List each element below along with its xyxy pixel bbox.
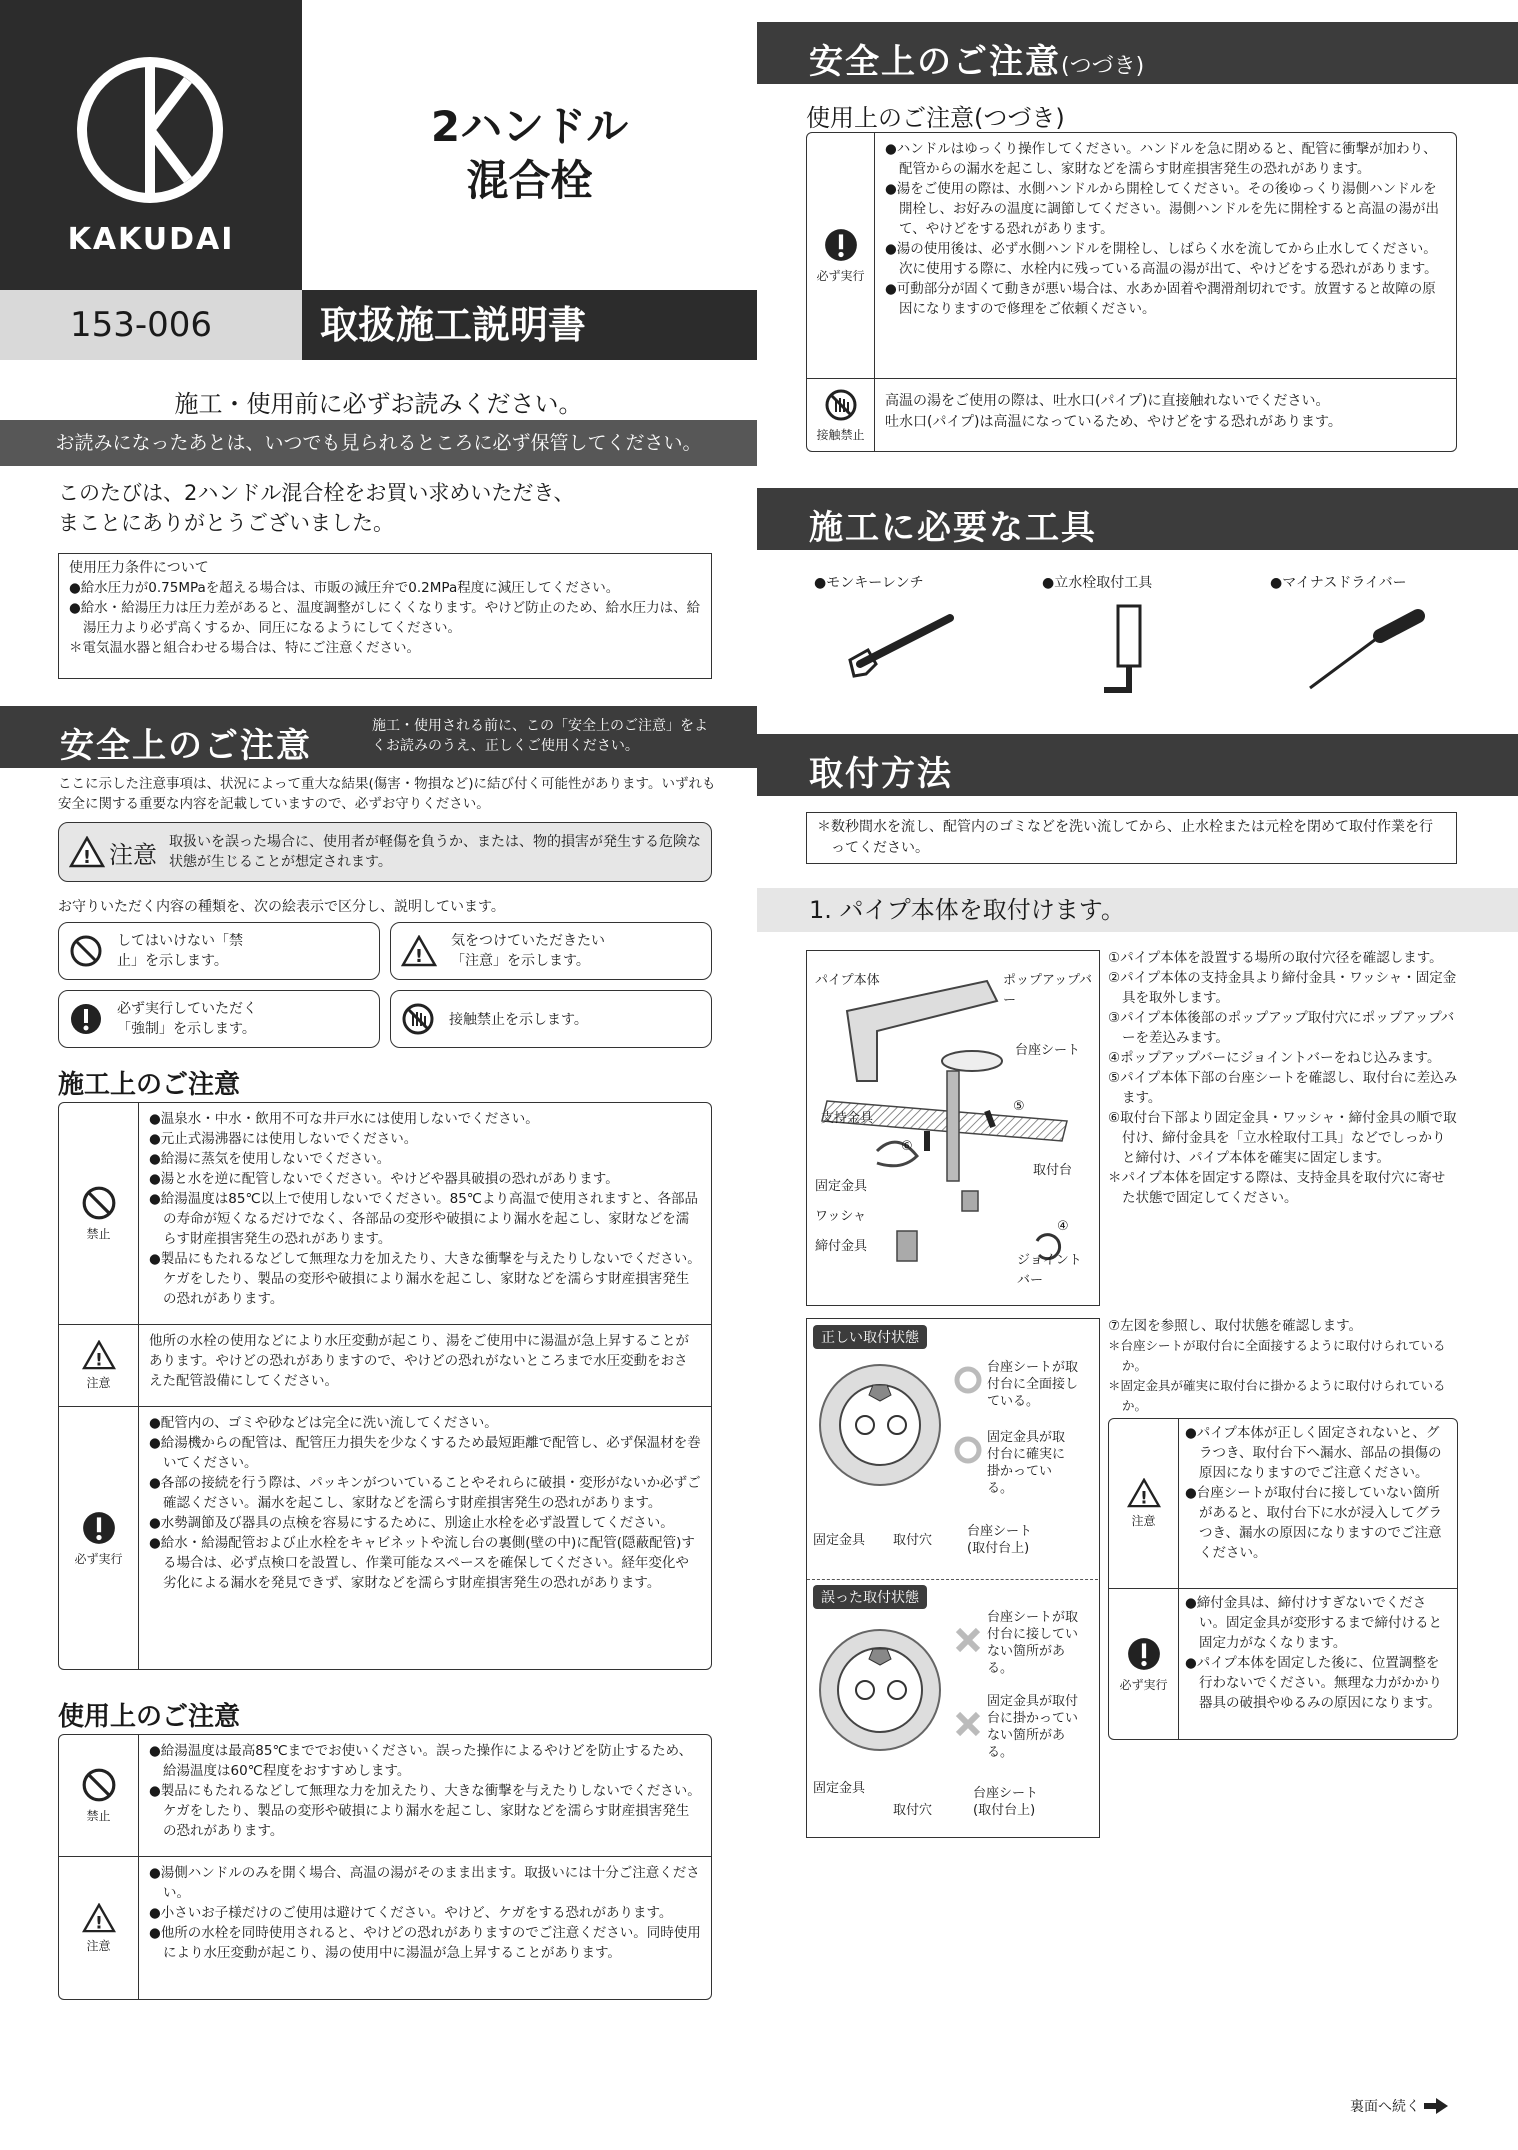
- caution-label: 注意: [109, 840, 157, 869]
- mount-mandatory-row: [1109, 1589, 1457, 1739]
- list-item: ●水勢調節及び器具の点検を容易にするために、別途止水栓を必ず設置してください。: [149, 1515, 674, 1531]
- check-mark-icon: [953, 1435, 983, 1465]
- label-n6: ⑥: [901, 1139, 913, 1154]
- install-caution-cell: [59, 1325, 139, 1406]
- wrong-mount-illustration: [815, 1615, 945, 1765]
- prohibit-icon: [81, 1767, 117, 1803]
- label-n4: ④: [1057, 1219, 1069, 1234]
- mandatory-icon: [1126, 1636, 1162, 1672]
- use-caution-title: 使用上のご注意: [58, 1702, 241, 1732]
- list-item: ②パイプ本体の支持金具より締付金具・ワッシャ・固定金具を取外します。: [1108, 970, 1457, 1006]
- install-prohibit-row: [59, 1103, 711, 1325]
- x-mark-icon: [953, 1625, 983, 1655]
- pressure-item: ●給水・給湯圧力は圧力差があると、温度調整がしにくくなります。やけど防止のため、給水圧力は、給湯圧力より必ず高くするか、同圧になるようにしてください。: [69, 600, 701, 636]
- mount-mandatory-list: [1185, 1593, 1451, 1713]
- mount-state-box: [806, 1318, 1100, 1838]
- correct-note-1: 台座シートが取付台に全面接している。: [987, 1360, 1079, 1409]
- symbol-caution: [390, 922, 712, 980]
- step-header: 1. パイプ本体を取付けます。: [757, 888, 1518, 932]
- prohibit-label: 禁止: [86, 1227, 111, 1241]
- symbols-intro: お守りいただく内容の種類を、次の絵表示で区分し、説明しています。: [58, 899, 505, 915]
- safety-intro: ここに示した注意事項は、状況によって重大な結果(傷害・物損など)に結び付く可能性があります。いずれも安全に関する重要な内容を記載していますので、必ずお守りください。: [58, 776, 716, 812]
- caution-triangle-icon: [1127, 1478, 1161, 1508]
- caution-triangle-icon: [82, 1340, 116, 1370]
- correct-hole-label: 取付穴: [893, 1533, 933, 1548]
- mandatory-label: 必ず実行: [74, 1551, 123, 1566]
- safety-cont-header: [757, 22, 1518, 84]
- label-popup: ポップアップバー: [1003, 973, 1093, 1008]
- use-cont-mandatory-list: [885, 139, 1446, 319]
- caution-label: 注意: [86, 1938, 111, 1953]
- safety-header: [0, 706, 757, 768]
- correct-state-title: 正しい取付状態: [813, 1325, 927, 1349]
- symbol-mandatory: [58, 990, 380, 1048]
- prohibit-icon: [69, 934, 103, 968]
- wrong-seat-line1: 台座シート: [973, 1786, 1039, 1801]
- tool-faucet-tool-label: ●立水栓取付工具: [1042, 575, 1153, 591]
- wrong-note-1: 台座シートが取付台に接していない箇所がある。: [987, 1610, 1079, 1676]
- use-prohibit-list: [149, 1741, 701, 1841]
- thanks-message: [58, 478, 575, 538]
- safety-side-note: 施工・使用される前に、この「安全上のご注意」をよくお読みのうえ、正しくご使用ください。: [372, 718, 708, 754]
- wrong-seat-label: [973, 1785, 1038, 1819]
- no-touch-icon: [401, 1002, 435, 1036]
- mount-caution-text: [1179, 1419, 1457, 1588]
- list-item: ●製品にもたれるなどして無理な力を加えたり、大きな衝撃を与えたりしないでください。ケガをしたり、製品の変形や破損により漏水を起こし、家財などを濡らす財産損害発生の恐れがあります。: [149, 1251, 701, 1307]
- monkey-wrench-icon: [840, 604, 970, 684]
- prohibit-label: 禁止: [86, 1809, 111, 1823]
- install-prohibit-list: [149, 1109, 701, 1309]
- use-cont-mandatory-row: [807, 133, 1456, 379]
- product-title-line2: 混合栓: [466, 156, 593, 205]
- caution-label: 注意: [1131, 1514, 1156, 1528]
- thanks-line2: まことにありがとうございました。: [58, 511, 394, 535]
- mount-note: ＊数秒間水を流し、配管内のゴミなどを洗い流してから、止水栓または元栓を閉めて取付作業を行ってください。: [806, 812, 1457, 864]
- caution-triangle-icon: [401, 935, 437, 967]
- pressure-title: 使用圧力条件について: [69, 560, 209, 576]
- prohibit-icon: [81, 1185, 117, 1221]
- list-item: ●ハンドルはゆっくり操作してください。ハンドルを急に閉めると、配管に衝撃が加わり、配管からの漏水を起こし、家財などを濡らす財産損害発生の恐れがあります。: [885, 141, 1437, 177]
- list-item: ●給湯温度は85℃以上で使用しないでください。85℃より高温で使用されますと、各部品の寿命が短くなるだけでなく、各部品の変形や破損により漏水を起こし、家財などを濡らす財産損害発生の恐れがあります。: [149, 1191, 698, 1247]
- install-step-list: [1108, 948, 1458, 1208]
- pipe-diagram: [806, 950, 1100, 1306]
- use-cont-notouch-cell: [807, 379, 875, 451]
- check-steps: [1108, 1316, 1458, 1416]
- mount-caution-row: [1109, 1419, 1457, 1589]
- symbol-prohibit: [58, 922, 380, 980]
- install-mandatory-row: [59, 1407, 711, 1669]
- install-mandatory-cell: [59, 1407, 139, 1669]
- label-pipe: パイプ本体: [815, 973, 880, 988]
- check-list: [1108, 1316, 1458, 1416]
- svg-text:!: !: [414, 946, 424, 967]
- symbol-notouch-text: 接触禁止を示します。: [449, 1012, 588, 1028]
- use-cont-notouch-row: [807, 379, 1456, 451]
- list-item: ⑥取付台下部より固定金具・ワッシャ・締付金具の順で取付け、締付金具を「立水栓取付工具」などでしっかりと締付け、パイプ本体を確実に固定します。: [1108, 1110, 1457, 1166]
- list-item: ＊台座シートが取付台に全面接するように取付けられているか。: [1108, 1338, 1446, 1373]
- use-cont-title: 使用上のご注意(つづき): [806, 104, 1065, 132]
- list-item: ●パイプ本体が正しく固定されないと、グラつき、取付台下へ漏水、部品の損傷の原因になりますのでご注意ください。: [1185, 1425, 1442, 1481]
- install-mandatory-text: [139, 1407, 711, 1669]
- install-mandatory-list: [149, 1413, 701, 1593]
- use-cont-mandatory-text: [875, 133, 1456, 378]
- pressure-item: ＊電気温水器と組合わせる場合は、特にご注意ください。: [69, 640, 420, 656]
- use-cont-table: [806, 132, 1457, 452]
- safety-title: 安全上のご注意: [60, 726, 312, 766]
- correct-seat-line1: 台座シート: [967, 1524, 1033, 1539]
- svg-text:!: !: [94, 1911, 103, 1932]
- svg-text:!: !: [94, 1349, 103, 1370]
- product-title: [302, 100, 757, 208]
- list-item: ●給水・給湯配管および止水栓をキャビネットや流し台の裏側(壁の中)に配管(隠蔽配管)する場合は、必ず点検口を設置し、作業可能なスペースを確保してください。経年変化や劣化による漏水を発見できず、家財などを濡らす財産損害発生の恐れがあります。: [149, 1535, 695, 1591]
- state-divider: [807, 1579, 1098, 1580]
- wrong-fix-label: 固定金具: [813, 1781, 866, 1796]
- list-item: ①パイプ本体を設置する場所の取付穴径を確認します。: [1108, 950, 1443, 966]
- tool-wrench-label: ●モンキーレンチ: [814, 575, 924, 591]
- install-caution-row: [59, 1325, 711, 1407]
- use-caution-table: [58, 1734, 712, 2000]
- list-item: ●元止式湯沸器には使用しないでください。: [149, 1131, 418, 1147]
- doc-type: 取扱施工説明書: [302, 290, 757, 360]
- mount-caution-cell: [1109, 1419, 1179, 1588]
- use-prohibit-text: [139, 1735, 711, 1856]
- pressure-box: [58, 553, 712, 679]
- safety-cont-title: 安全上のご注意: [809, 42, 1061, 82]
- caution-label: 注意: [86, 1376, 111, 1390]
- tools-header: [757, 488, 1518, 550]
- list-item: ●各部の接続を行う際は、パッキンがついていることやそれらに破損・変形がないか必ずご確認ください。漏水を起こし、家財などを濡らす財産損害発生の恐れがあります。: [149, 1475, 701, 1511]
- label-fix: 固定金具: [815, 1179, 868, 1194]
- install-caution-title: 施工上のご注意: [58, 1070, 241, 1100]
- list-item: ＊パイプ本体を固定する際は、支持金具を取付穴に寄せた状態で固定してください。: [1108, 1170, 1446, 1206]
- use-cont-notouch-text: [875, 379, 1456, 451]
- label-mount: 取付台: [1033, 1163, 1073, 1178]
- label-washer: ワッシャ: [815, 1209, 867, 1224]
- correct-fix-label: 固定金具: [813, 1533, 866, 1548]
- read-before-notice: 施工・使用前に必ずお読みください。: [174, 390, 583, 418]
- list-item: ●温泉水・中水・飲用不可な井戸水には使用しないでください。: [149, 1111, 539, 1127]
- list-item: ●湯の使用後は、必ず水側ハンドルを開栓し、しばらく水を流してから止水してください。次に使用する際に、水栓内に残っている高温の湯が出て、やけどをする恐れがあります。: [885, 241, 1438, 277]
- use-prohibit-row: [59, 1735, 711, 1857]
- next-page-link[interactable]: [1350, 2096, 1448, 2116]
- next-page-text: 裏面へ続く: [1350, 2099, 1420, 2115]
- arrow-right-icon: [1424, 2098, 1448, 2114]
- list-item: ⑤パイプ本体下部の台座シートを確認し、取付台に差込みます。: [1108, 1070, 1458, 1106]
- list-item: ●湯側ハンドルのみを開く場合、高温の湯がそのまま出ます。取扱いには十分ご注意ください。: [149, 1865, 700, 1901]
- list-item: ●給湯機からの配管は、配管圧力損失を少なくするため最短距離で配管し、必ず保温材を巻いてください。: [149, 1435, 701, 1471]
- install-caution-text: 他所の水栓の使用などにより水圧変動が起こり、湯をご使用中に湯温が急上昇することがあります。やけどの恐れがありますので、やけどの恐れがないところまで水圧変動をおさえた配管設備にしてください。: [149, 1333, 689, 1389]
- mount-mandatory-cell: [1109, 1589, 1179, 1739]
- no-touch-icon: [824, 388, 858, 422]
- label-seat: 台座シート: [1015, 1043, 1081, 1058]
- safety-cont-suffix: (つづき): [1061, 54, 1145, 79]
- wrong-note-2: 固定金具が取付台に掛かっていない箇所がある。: [987, 1694, 1079, 1760]
- x-mark-icon: [953, 1709, 983, 1739]
- svg-text:!: !: [82, 847, 92, 868]
- thanks-line1: このたびは、2ハンドル混合栓をお買い求めいただき、: [58, 481, 575, 505]
- list-item: ●台座シートが取付台に接していない箇所があると、取付台下に水が浸入してグラつき、漏水の原因になりますのでご注意ください。: [1185, 1485, 1442, 1561]
- label-joint: ジョイントバー: [1017, 1253, 1082, 1288]
- wrong-hole-label: 取付穴: [893, 1803, 933, 1818]
- mandatory-icon: [823, 227, 859, 263]
- caution-text: 取扱いを誤った場合に、使用者が軽傷を負うか、または、物的損害が発生する危険な状態が生じることが想定されます。: [169, 834, 701, 870]
- wrong-seat-line2: (取付台上): [973, 1803, 1036, 1818]
- mount-mandatory-text: [1179, 1589, 1457, 1739]
- tool-screwdriver-label: ●マイナスドライバー: [1270, 575, 1407, 591]
- install-prohibit-text: [139, 1103, 711, 1324]
- svg-text:!: !: [1139, 1487, 1148, 1508]
- brand-logo-icon: [70, 50, 230, 210]
- symbol-mandatory-text: 必ず実行していただく「強制」を示します。: [117, 1001, 257, 1037]
- list-item: ●配管内の、ゴミや砂などは完全に洗い流してください。: [149, 1415, 498, 1431]
- wrong-state-title: 誤った取付状態: [813, 1585, 927, 1609]
- pressure-list: [69, 578, 701, 658]
- logo-block: [0, 0, 302, 290]
- check-mark-icon: [953, 1365, 983, 1395]
- mount-caution-list: [1185, 1423, 1451, 1563]
- mandatory-icon: [69, 1002, 103, 1036]
- correct-seat-line2: (取付台上): [967, 1541, 1030, 1556]
- screwdriver-icon: [1300, 608, 1430, 698]
- correct-mount-illustration: [815, 1355, 945, 1495]
- list-item: ④ポップアップバーにジョイントバーをねじ込みます。: [1108, 1050, 1441, 1066]
- tools-title: 施工に必要な工具: [809, 508, 1097, 548]
- use-cont-mandatory-cell: [807, 133, 875, 378]
- list-item: ●締付金具は、締付けすぎないでください。固定金具が変形するまで締付けると固定力がなくなります。: [1185, 1595, 1442, 1651]
- mount-caution-table: [1108, 1418, 1458, 1740]
- list-item: ⑦左図を参照し、取付状態を確認します。: [1108, 1318, 1363, 1334]
- notouch-line: 高温の湯をご使用の際は、吐水口(パイプ)に直接触れないでください。: [885, 393, 1330, 409]
- symbol-prohibit-text: してはいけない「禁止」を示します。: [117, 933, 243, 969]
- label-support: 支持金具: [821, 1111, 874, 1126]
- mount-title: 取付方法: [809, 754, 953, 794]
- list-item: ●湯と水を逆に配管しないでください。やけどや器具破損の恐れがあります。: [149, 1171, 619, 1187]
- caution-triangle-icon: [69, 836, 105, 868]
- install-caution-table: [58, 1102, 712, 1670]
- notouch-label: 接触禁止: [816, 427, 865, 442]
- list-item: ●小さいお子様だけのご使用は避けてください。やけど、ケガをする恐れがあります。: [149, 1905, 673, 1921]
- pressure-item: ●給水圧力が0.75MPaを超える場合は、市販の減圧弁で0.2MPa程度に減圧してください。: [69, 580, 620, 596]
- faucet-tool-icon: [1090, 600, 1160, 700]
- caution-triangle-icon: [82, 1903, 116, 1933]
- list-item: ●他所の水栓を同時使用されると、やけどの恐れがありますのでご注意ください。同時使用により水圧変動が起こり、湯の使用中に湯温が急上昇することがあります。: [149, 1925, 701, 1961]
- mandatory-icon: [81, 1510, 117, 1546]
- list-item: ●製品にもたれるなどして無理な力を加えたり、大きな衝撃を与えたりしないでください。ケガをしたり、製品の変形や破損により漏水を起こし、家財などを濡らす財産損害発生の恐れがあります。: [149, 1783, 701, 1839]
- correct-note-2: 固定金具が取付台に確実に掛かっている。: [987, 1430, 1066, 1496]
- use-caution-row: [59, 1857, 711, 1999]
- list-item: ●給湯温度は最高85℃まででお使いください。誤った操作によるやけどを防止するため、給湯温度は60℃程度をおすすめします。: [149, 1743, 693, 1779]
- symbol-caution-text: 気をつけていただきたい「注意」を示します。: [451, 933, 605, 969]
- use-prohibit-cell: [59, 1735, 139, 1856]
- mandatory-label: 必ず実行: [816, 269, 865, 283]
- symbol-notouch: [390, 990, 712, 1048]
- list-item: ＊固定金具が確実に取付台に掛かるように取付けられているか。: [1108, 1378, 1446, 1413]
- use-caution-list: [149, 1863, 701, 1963]
- list-item: ●湯をご使用の際は、水側ハンドルから開栓してください。その後ゆっくり湯側ハンドルを開栓し、お好みの温度に調節してください。湯側ハンドルを先に開栓すると高温の湯が出て、やけどをする恐れがあります。: [885, 181, 1439, 237]
- use-caution-text: [139, 1857, 711, 1999]
- list-item: ●パイプ本体を固定した後に、位置調整を行わないでください。無理な力がかかり器具の破損やゆるみの原因になります。: [1185, 1655, 1442, 1711]
- caution-definition: [58, 822, 712, 882]
- install-steps: [1108, 948, 1458, 1208]
- model-number: 153-006: [0, 290, 302, 360]
- install-prohibit-cell: [59, 1103, 139, 1324]
- brand-name: KAKUDAI: [67, 222, 235, 257]
- product-title-line1: 2ハンドル: [430, 102, 629, 151]
- use-caution-cell: [59, 1857, 139, 1999]
- keep-notice: お読みになったあとは、いつでも見られるところに必ず保管してください。: [0, 420, 757, 466]
- correct-seat-label: [967, 1523, 1032, 1557]
- label-n5: ⑤: [1013, 1099, 1025, 1114]
- mount-header: [757, 734, 1518, 796]
- list-item: ●可動部分が固くて動きが悪い場合は、水あか固着や潤滑剤切れです。放置すると故障の原因になりますので修理をご依頼ください。: [885, 281, 1436, 317]
- mandatory-label: 必ず実行: [1119, 1677, 1168, 1692]
- list-item: ●給湯に蒸気を使用しないでください。: [149, 1151, 391, 1167]
- notouch-line: 吐水口(パイプ)は高温になっているため、やけどをする恐れがあります。: [885, 414, 1342, 430]
- list-item: ③パイプ本体後部のポップアップ取付穴にポップアップバーを差込みます。: [1108, 1010, 1455, 1046]
- label-nut: 締付金具: [815, 1239, 868, 1254]
